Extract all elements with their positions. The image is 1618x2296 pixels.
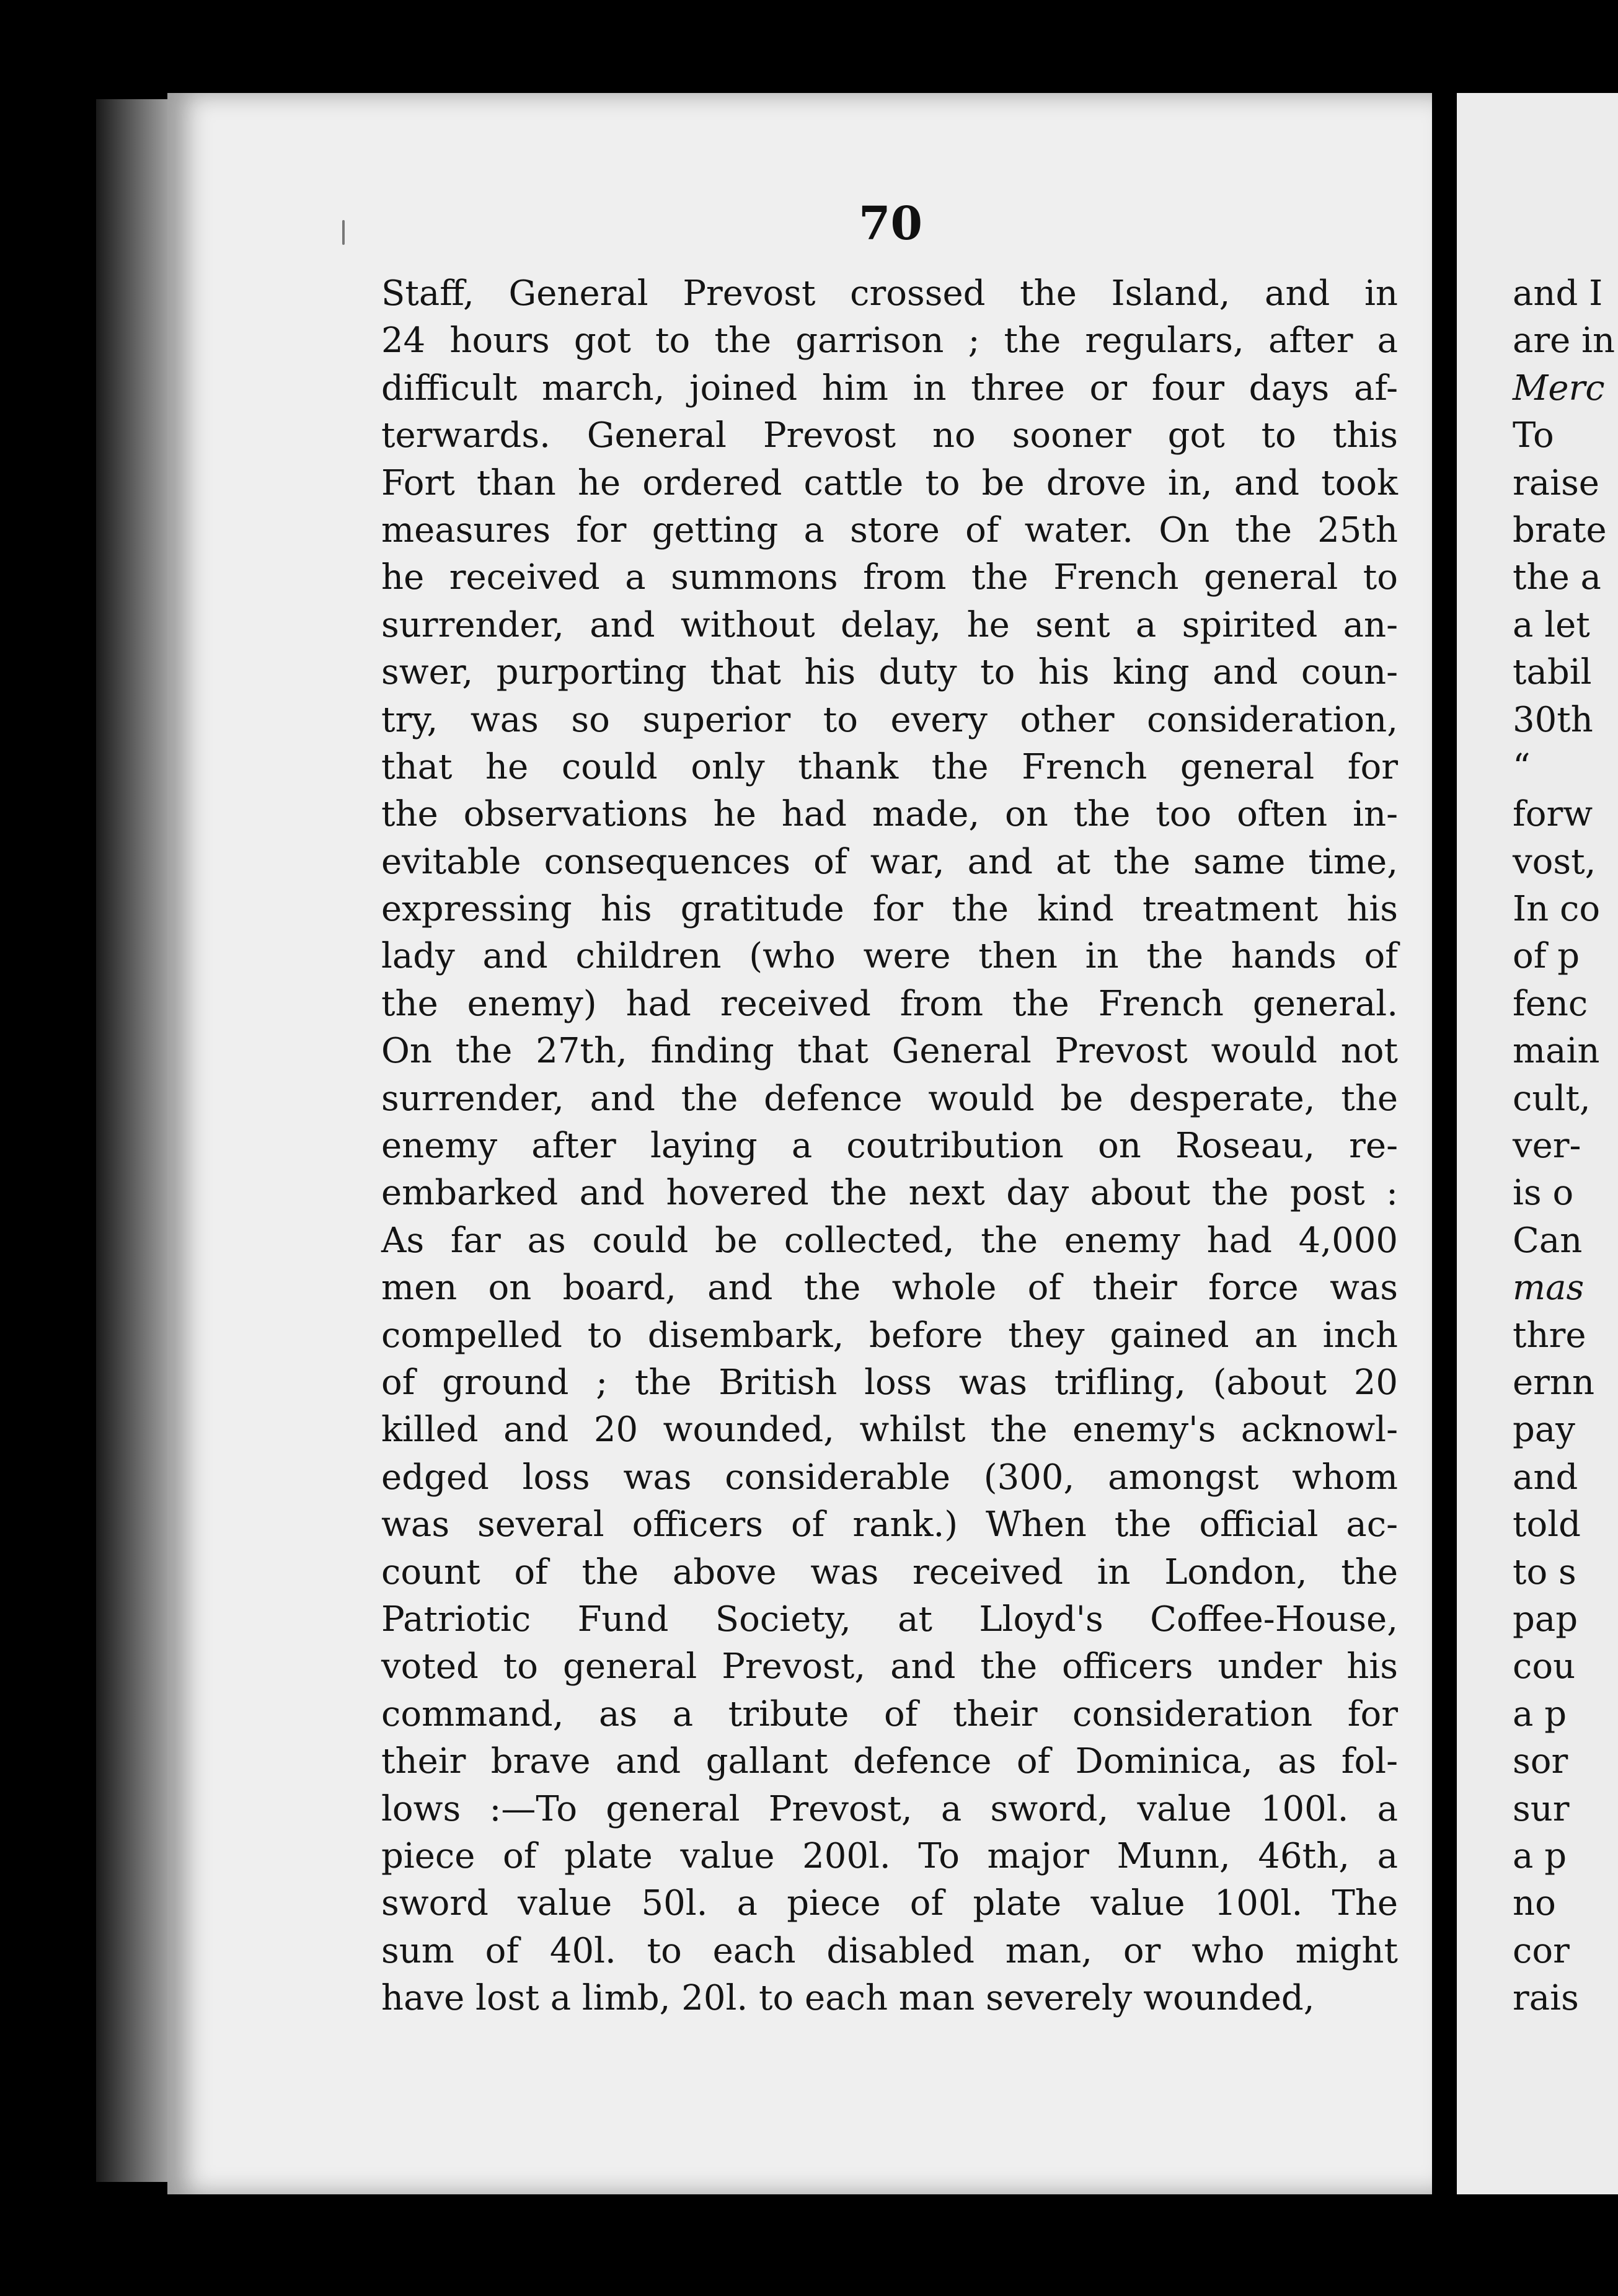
facing-text-line: forw bbox=[1513, 794, 1593, 835]
facing-text-line: raise bbox=[1513, 462, 1599, 503]
text-line: the observations he had made, on the too often in- bbox=[381, 794, 1398, 835]
text-line: evitable consequences of war, and at the same time, bbox=[381, 841, 1398, 882]
facing-text-line: In co bbox=[1513, 889, 1601, 930]
text-line: expressing his gratitude for the kind treatment his bbox=[381, 889, 1398, 930]
text-line: compelled to disembark, before they gained an inch bbox=[381, 1315, 1398, 1356]
text-line: men on board, and the whole of their force was bbox=[381, 1268, 1398, 1309]
text-line: Fort than he ordered cattle to be drove in, and took bbox=[381, 462, 1398, 503]
facing-text-line: of p bbox=[1513, 936, 1580, 977]
facing-text-line: no bbox=[1513, 1883, 1556, 1924]
text-line: killed and 20 wounded, whilst the enemy's acknowl- bbox=[381, 1410, 1398, 1450]
text-line: embarked and hovered the next day about the post : bbox=[381, 1173, 1398, 1214]
text-line: he received a summons from the French general to bbox=[381, 557, 1398, 598]
facing-text-line: a p bbox=[1513, 1693, 1567, 1734]
text-line: the enemy) had received from the French general. bbox=[381, 983, 1398, 1024]
facing-text-line: is o bbox=[1513, 1173, 1574, 1214]
text-line: edged loss was considerable (300, amongst whom bbox=[381, 1457, 1398, 1498]
text-line: swer, purporting that his duty to his king and coun- bbox=[381, 652, 1398, 693]
text-line: enemy after laying a coutribution on Roseau, re- bbox=[381, 1126, 1398, 1167]
facing-text-line: pap bbox=[1513, 1599, 1578, 1640]
facing-text-line: to s bbox=[1513, 1552, 1576, 1592]
facing-text-line: tabil bbox=[1513, 652, 1592, 693]
facing-text-line: cor bbox=[1513, 1930, 1570, 1971]
facing-text-line: To bbox=[1513, 415, 1554, 456]
facing-text-line: vost, bbox=[1513, 841, 1596, 882]
text-line: lady and children (who were then in the hands of bbox=[381, 936, 1398, 977]
facing-text-line: rais bbox=[1513, 1978, 1579, 2019]
text-line: piece of plate value 200l. To major Munn, 46th, a bbox=[381, 1835, 1398, 1876]
text-line: command, as a tribute of their consideration for bbox=[381, 1693, 1398, 1734]
facing-text-line: a p bbox=[1513, 1835, 1567, 1876]
facing-text-line: “ bbox=[1513, 746, 1531, 787]
text-line: their brave and gallant defence of Dominica, as fol- bbox=[381, 1741, 1398, 1782]
text-line: 24 hours got to the garrison ; the regulars, after a bbox=[381, 320, 1398, 361]
text-line: measures for getting a store of water. On the 25th bbox=[381, 510, 1398, 550]
facing-text-line: ver- bbox=[1513, 1126, 1581, 1167]
facing-page-text bbox=[1513, 270, 1615, 2022]
text-line: Patriotic Fund Society, at Lloyd's Coffee-House, bbox=[381, 1599, 1398, 1640]
text-line: of ground ; the British loss was trifling, (about 20 bbox=[381, 1362, 1398, 1403]
text-line: sum of 40l. to each disabled man, or who might bbox=[381, 1930, 1398, 1971]
facing-text-line: brate bbox=[1513, 510, 1607, 550]
facing-text-line: told bbox=[1513, 1504, 1581, 1545]
text-line: On the 27th, finding that General Prevost would not bbox=[381, 1031, 1398, 1072]
book-spine bbox=[1432, 74, 1457, 2219]
facing-text-line: Merc bbox=[1513, 368, 1605, 408]
facing-text-line: fenc bbox=[1513, 983, 1588, 1024]
facing-text-line: cou bbox=[1513, 1646, 1576, 1687]
facing-text-line: sor bbox=[1513, 1741, 1568, 1782]
facing-text-line: and I bbox=[1513, 273, 1603, 314]
text-line: count of the above was received in London, the bbox=[381, 1552, 1398, 1592]
text-line: was several officers of rank.) When the official ac- bbox=[381, 1504, 1398, 1545]
text-line: difficult march, joined him in three or four days af- bbox=[381, 368, 1398, 408]
facing-text-line: a let bbox=[1513, 604, 1590, 645]
facing-text-line: sur bbox=[1513, 1788, 1570, 1829]
text-line: try, was so superior to every other consideration, bbox=[381, 699, 1398, 740]
facing-text-line: 30th bbox=[1513, 699, 1593, 740]
paper-speck bbox=[342, 220, 345, 245]
facing-text-line: main bbox=[1513, 1031, 1600, 1072]
text-line: voted to general Prevost, and the officers under his bbox=[381, 1646, 1398, 1687]
text-line: surrender, and without delay, he sent a spirited an- bbox=[381, 604, 1398, 645]
text-line: that he could only thank the French general for bbox=[381, 746, 1398, 787]
text-line: Staff, General Prevost crossed the Island, and in bbox=[381, 273, 1398, 314]
text-line: sword value 50l. a piece of plate value 100l. The bbox=[381, 1883, 1398, 1924]
text-line: terwards. General Prevost no sooner got to this bbox=[381, 415, 1398, 456]
facing-text-line: cult, bbox=[1513, 1078, 1591, 1119]
facing-text-line: mas bbox=[1513, 1268, 1585, 1309]
facing-text-line: ernn bbox=[1513, 1362, 1595, 1403]
page-number: 70 bbox=[859, 197, 922, 250]
text-line: have lost a limb, 20l. to each man severely wounded, bbox=[381, 1978, 1315, 2019]
body-text bbox=[381, 270, 1398, 2022]
facing-text-line: and bbox=[1513, 1457, 1578, 1498]
facing-text-line: Can bbox=[1513, 1220, 1583, 1261]
text-line: surrender, and the defence would be desperate, the bbox=[381, 1078, 1398, 1119]
facing-text-line: pay bbox=[1513, 1410, 1575, 1450]
text-line: lows :—To general Prevost, a sword, value 100l. a bbox=[381, 1788, 1398, 1829]
text-line: As far as could be collected, the enemy had 4,000 bbox=[381, 1220, 1398, 1261]
facing-text-line: thre bbox=[1513, 1315, 1586, 1356]
facing-text-line: are in bbox=[1513, 320, 1616, 361]
facing-text-line: the a bbox=[1513, 557, 1601, 598]
